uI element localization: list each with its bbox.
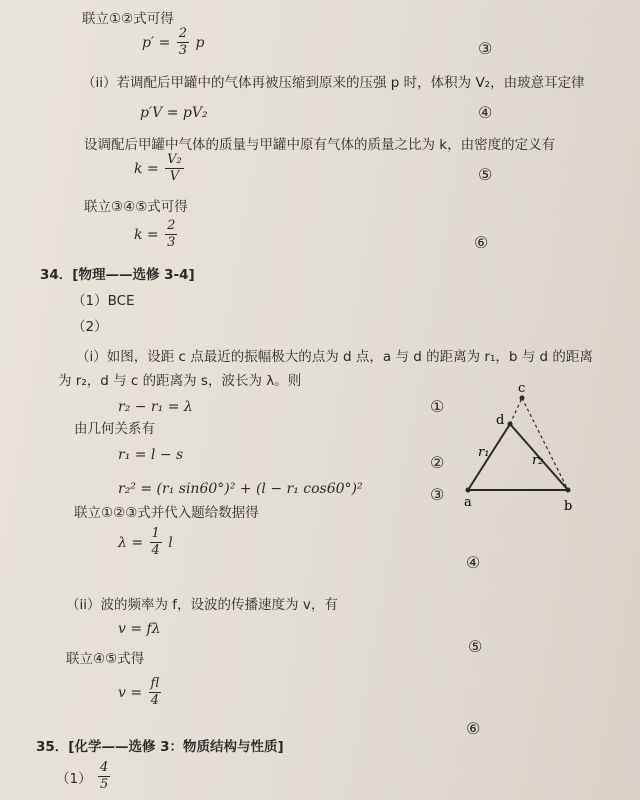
- triangle-diagram: [440, 378, 590, 518]
- equation-p-prime: p′ = $\frac{2}{3}$ p: [142, 26, 205, 58]
- label-r1: r₁: [478, 445, 490, 460]
- equation-mark-5: ⑤: [478, 165, 493, 184]
- label-a: a: [464, 495, 472, 510]
- point-d: [508, 422, 513, 427]
- q34-mark-1: ①: [430, 397, 445, 416]
- q35-answer-1: （1） $\frac{4}{5}$: [56, 760, 109, 792]
- q34-mark-2: ②: [430, 453, 445, 472]
- equation-wave-speed: v = fλ: [118, 621, 161, 637]
- dashed-d-c: [510, 398, 522, 424]
- equation-speed-value: v = $\frac{fl}{4}$: [118, 676, 160, 708]
- combine-line-2: 联立③④⑤式可得: [84, 199, 188, 215]
- equation-mark-6: ⑥: [474, 233, 489, 252]
- q34-part-i-line-2: 为 r₂，d 与 c 的距离为 s，波长为 λ。则: [58, 373, 302, 389]
- q34-mark-6: ⑥: [466, 719, 481, 738]
- q34-answer-1: （1）BCE: [72, 293, 135, 309]
- q34-mark-5: ⑤: [468, 637, 483, 656]
- question-34-heading: 34．[物理——选修 3-4]: [40, 267, 195, 283]
- q34-answer-2-label: （2）: [72, 319, 108, 335]
- question-35-heading: 35．[化学——选修 3：物质结构与性质]: [36, 739, 284, 755]
- label-r2: r₂: [532, 453, 544, 468]
- combine-line-1: 联立①②式可得: [82, 11, 174, 27]
- geometry-relation-line: 由几何关系有: [74, 421, 155, 437]
- combine-line-4: 联立④⑤式得: [66, 651, 145, 667]
- equation-k-value: k = $\frac{2}{3}$: [134, 218, 176, 250]
- equation-r1: r₁ = l − s: [118, 447, 184, 463]
- q34-part-i-line-1: （i）如图，设距 c 点最近的振幅极大的点为 d 点，a 与 d 的距离为 r₁，b 与 d 的距离: [76, 349, 593, 365]
- point-c: [520, 396, 525, 401]
- equation-boyle: p′V = pV₂: [140, 105, 208, 121]
- equation-k-ratio: k = $\frac{\text{V₂}}{V}$: [134, 152, 182, 184]
- q34-part-ii-line: （ii）波的频率为 f，设波的传播速度为 v，有: [66, 597, 338, 613]
- label-b: b: [564, 499, 573, 514]
- combine-line-3: 联立①②③式并代入题给数据得: [74, 505, 259, 521]
- equation-mark-4: ④: [478, 103, 493, 122]
- q34-mark-4: ④: [466, 553, 481, 572]
- label-c: c: [518, 381, 526, 396]
- density-line: 设调配后甲罐中气体的质量与甲罐中原有气体的质量之比为 k，由密度的定义有: [84, 137, 556, 153]
- equation-wavelength: λ = $\frac{1}{4}$ l: [118, 526, 173, 558]
- boyle-law-line: （ii）若调配后甲罐中的气体再被压缩到原来的压强 p 时，体积为 V₂，由玻意耳定律: [82, 75, 585, 91]
- equation-r2-squared: r₂² = (r₁ sin60°)² + (l − r₁ cos60°)²: [118, 481, 363, 497]
- label-d: d: [496, 413, 505, 428]
- q34-mark-3: ③: [430, 485, 445, 504]
- equation-mark-3: ③: [478, 39, 493, 58]
- point-b: [566, 488, 571, 493]
- point-a: [466, 488, 471, 493]
- equation-path-difference: r₂ − r₁ = λ: [118, 399, 193, 415]
